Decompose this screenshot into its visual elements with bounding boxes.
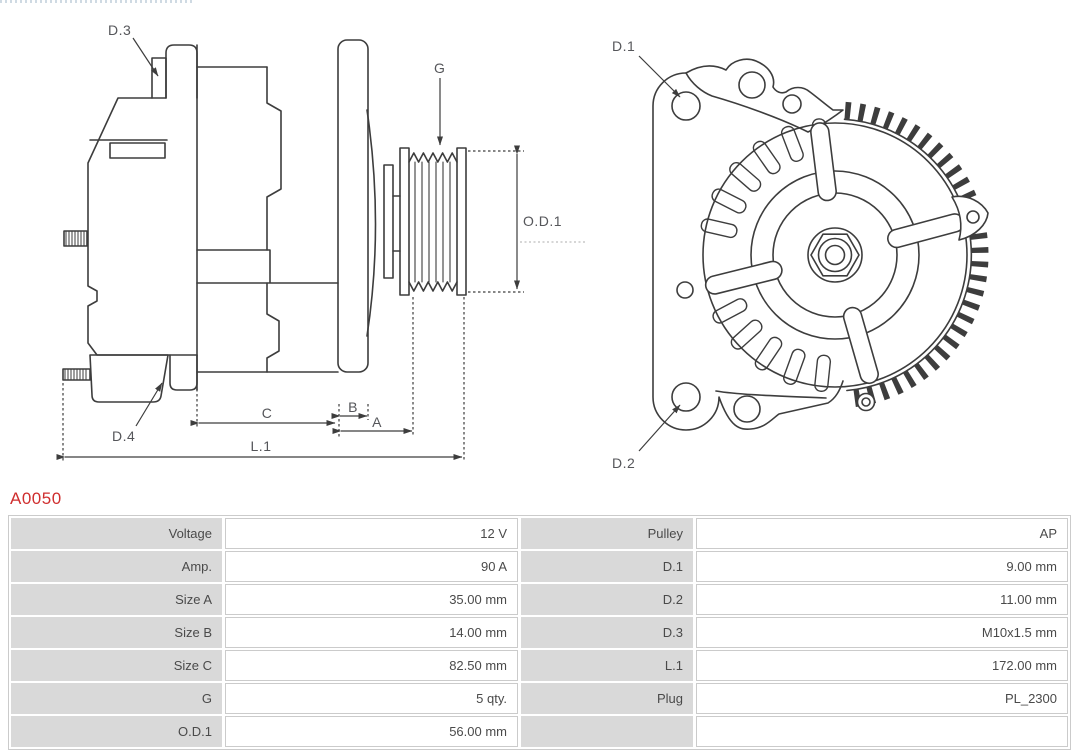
dimension-label-a: A (372, 414, 382, 430)
rear-housing-outline (88, 98, 197, 355)
spec-value-cell: 11.00 mm (696, 584, 1068, 615)
mid-right-edge (267, 67, 281, 250)
spec-label-cell: Plug (521, 683, 693, 714)
brush-holder (110, 143, 165, 158)
shaft-lines (393, 196, 400, 251)
spec-label-cell: Size B (11, 617, 222, 648)
lower-right-edge (267, 283, 279, 372)
spec-label-cell: G (11, 683, 222, 714)
dimension-label-c: C (261, 405, 273, 421)
spec-label-cell: D.3 (521, 617, 693, 648)
pulley-flange-left (400, 148, 409, 295)
top-ear (166, 45, 197, 98)
spec-value-cell: 5 qty. (225, 683, 518, 714)
spec-label-cell: O.D.1 (11, 716, 222, 747)
front-view-labels (612, 38, 635, 471)
dimension-label-d3: D.3 (108, 22, 132, 38)
spec-value-cell: 82.50 mm (225, 650, 518, 681)
hole-d2 (672, 383, 700, 411)
spec-label-cell: Amp. (11, 551, 222, 582)
spec-value-cell: 14.00 mm (225, 617, 518, 648)
spec-value-cell: 56.00 mm (225, 716, 518, 747)
dimension-label-g: G (434, 60, 446, 76)
spec-value-cell: 9.00 mm (696, 551, 1068, 582)
spec-label-cell: L.1 (521, 650, 693, 681)
bottom-boss (858, 394, 875, 411)
spec-value-cell: 172.00 mm (696, 650, 1068, 681)
dimension-label-l1: L.1 (250, 438, 272, 454)
bottom-lug (90, 355, 168, 402)
front-shield (338, 40, 368, 372)
mounting-boss (152, 58, 166, 98)
hole-top-large (739, 72, 765, 98)
spec-value-cell: 90 A (225, 551, 518, 582)
dimension-label-d1: D.1 (612, 38, 636, 54)
hole-d1 (672, 92, 700, 120)
bottom-stud-threads (65, 369, 86, 380)
pulley-groove-top (409, 153, 457, 162)
spec-value-cell (696, 716, 1068, 747)
spec-table (8, 515, 1071, 750)
spec-label-cell: Pulley (521, 518, 693, 549)
spec-value-cell: PL_2300 (696, 683, 1068, 714)
spec-value-cell: 12 V (225, 518, 518, 549)
dimension-label-d2: D.2 (612, 455, 636, 471)
part-number: A0050 (10, 489, 62, 508)
dimension-label-d4: D.4 (112, 428, 136, 444)
front-view-drawing (653, 59, 988, 430)
dimension-label-b: B (348, 399, 358, 415)
spec-label-cell: Size C (11, 650, 222, 681)
side-view-drawing (63, 40, 466, 402)
spec-value-cell: 35.00 mm (225, 584, 518, 615)
spec-label-cell: D.2 (521, 584, 693, 615)
d4-arrow (136, 383, 162, 426)
b-plus-stud-threads (66, 231, 84, 246)
shaft-shelf (197, 250, 338, 283)
nut-circle-outer (819, 239, 852, 272)
spec-label-cell (521, 716, 693, 747)
dimension-label-od1: O.D.1 (523, 213, 563, 229)
hole-top-small (783, 95, 801, 113)
pulley-groove-bottom (409, 282, 457, 291)
spec-value-cell: M10x1.5 mm (696, 617, 1068, 648)
spec-value-cell: AP (696, 518, 1068, 549)
hole-lower-arm (734, 396, 760, 422)
d3-arrow (133, 38, 158, 76)
spec-label-cell: D.1 (521, 551, 693, 582)
side-view-dimensions (63, 38, 586, 461)
pulley-flange-right (457, 148, 466, 295)
shaft-collar (384, 165, 393, 278)
spec-label-cell: Size A (11, 584, 222, 615)
front-foot (170, 355, 197, 390)
pulley-groove-lines (415, 162, 450, 282)
spec-label-cell: Voltage (11, 518, 222, 549)
